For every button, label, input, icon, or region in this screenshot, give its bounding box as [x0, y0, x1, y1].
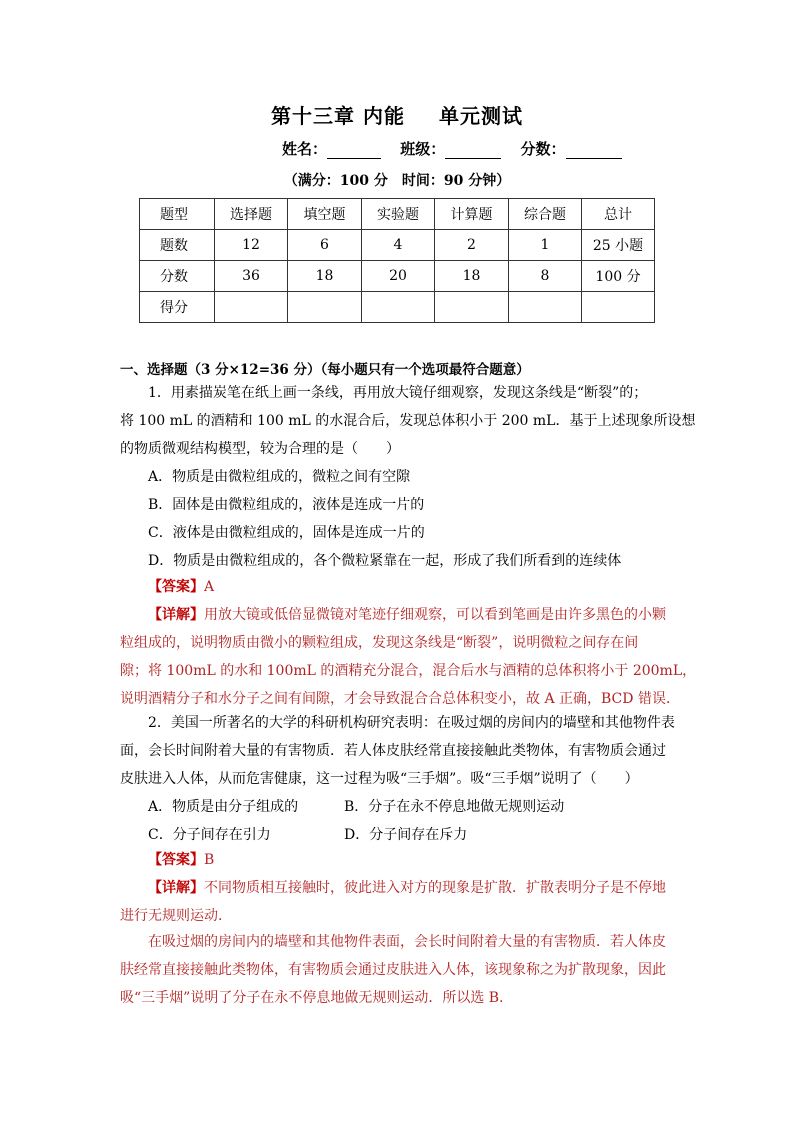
option-d[interactable]: D．分子间存在斥力 [344, 827, 468, 843]
score-entry-cell[interactable] [288, 292, 362, 323]
score-table-row [140, 292, 655, 323]
score-label: 分数： [520, 140, 566, 158]
table-cell: 4 [362, 230, 435, 261]
explanation-line: 在吸过烟的房间内的墙壁和其他物件表面，会长时间附着大量的有害物质．若人体皮 [148, 934, 666, 950]
score-table [139, 198, 655, 323]
table-cell: 12 [215, 230, 288, 261]
table-cell: 36 [215, 261, 288, 292]
option-c[interactable]: C．分子间存在引力 [148, 827, 271, 843]
answer-value: A [204, 579, 215, 595]
question-2-answer [120, 846, 708, 874]
question-1-detail [120, 601, 697, 713]
table-cell: 2 [435, 230, 509, 261]
option-a[interactable]: A．物质是由微粒组成的，微粒之间有空隙 [148, 469, 411, 485]
option-b[interactable]: B．固体是由微粒组成的，液体是连成一片的 [148, 497, 425, 513]
score-blank[interactable] [566, 142, 622, 159]
stem-line: 2．美国一所著名的大学的科研机构研究表明：在吸过烟的房间内的墙壁和其他物件表 [148, 715, 675, 731]
title-test: 单元测试 [438, 104, 523, 128]
question-1-answer [120, 573, 708, 601]
table-cell: 实验题 [362, 199, 435, 230]
student-info-row [282, 138, 622, 159]
option-d[interactable]: D．物质是由微粒组成的，各个微粒紧靠在一起，形成了我们所看到的连续体 [148, 553, 622, 569]
section-heading: 一、选择题（3 分×12=36 分）（每小题只有一个选项最符合题意） [120, 362, 530, 378]
detail-line: 不同物质相互接触时，彼此进入对方的现象是扩散．扩散表明分子是不停地 [204, 880, 666, 896]
score-entry-cell[interactable] [215, 292, 288, 323]
question-1-stem [120, 379, 696, 463]
table-cell: 得分 [140, 292, 215, 323]
answer-tag: 【答案】 [148, 852, 204, 868]
score-entry-cell[interactable] [362, 292, 435, 323]
score-table-row [140, 261, 655, 292]
question-2-stem [120, 709, 680, 793]
table-cell: 题数 [140, 230, 215, 261]
score-table-row [140, 230, 655, 261]
table-cell: 20 [362, 261, 435, 292]
table-cell: 18 [435, 261, 509, 292]
question-2-detail [120, 874, 680, 930]
table-cell: 分数 [140, 261, 215, 292]
table-cell: 25 小题 [582, 230, 655, 261]
table-cell: 18 [288, 261, 362, 292]
table-cell: 6 [288, 230, 362, 261]
name-label: 姓名： [282, 140, 328, 158]
option-b[interactable]: B．分子在永不停息地做无规则运动 [344, 799, 565, 815]
name-blank[interactable] [327, 142, 381, 159]
detail-line: 说明酒精分子和水分子之间有间隙，才会导致混合合总体积变小，故 A 正确，BCD 错误． [120, 691, 680, 707]
answer-value: B [204, 852, 215, 868]
score-entry-cell[interactable] [509, 292, 582, 323]
detail-tag: 【详解】 [148, 880, 204, 896]
question-1-options [120, 463, 708, 575]
stem-line: 将 100 mL 的酒精和 100 mL 的水混合后，发现总体积小于 200 mL．基于上述现象所设想 [120, 413, 696, 429]
table-cell: 1 [509, 230, 582, 261]
class-blank[interactable] [445, 142, 501, 159]
option-a[interactable]: A．物质是由分子组成的 [148, 799, 299, 815]
table-cell: 计算题 [435, 199, 509, 230]
question-2-explanation [120, 928, 680, 1012]
detail-line: 进行无规则运动. [120, 908, 223, 924]
page-title [0, 100, 794, 129]
score-entry-cell[interactable] [435, 292, 509, 323]
table-cell: 100 分 [582, 261, 655, 292]
detail-line: 隙；将 100mL 的水和 100mL 的酒精充分混合，混合后水与酒精的总体积将小于 200mL， [120, 663, 697, 679]
table-cell: 总计 [582, 199, 655, 230]
title-chapter: 第十三章 内能 [271, 104, 405, 128]
detail-line: 用放大镜或低倍显微镜对笔迹仔细观察，可以看到笔画是由许多黑色的小颗 [204, 607, 666, 623]
stem-line: 1．用素描炭笔在纸上画一条线，再用放大镜仔细观察，发现这条线是“断裂”的； [148, 385, 648, 401]
detail-line: 粒组成的，说明物质由微小的颗粒组成，发现这条线是“断裂”，说明微粒之间存在间 [120, 635, 639, 651]
class-label: 班级： [400, 140, 446, 158]
table-cell: 8 [509, 261, 582, 292]
stem-line: 皮肤进入人体，从而危害健康，这一过程为吸“三手烟”。吸“三手烟”说明了（ ） [120, 771, 639, 787]
exam-subtitle: （满分：100 分 时间：90 分钟） [283, 173, 511, 189]
table-cell: 题型 [140, 199, 215, 230]
score-entry-cell[interactable] [582, 292, 655, 323]
table-cell: 综合题 [509, 199, 582, 230]
table-cell: 选择题 [215, 199, 288, 230]
option-c[interactable]: C．液体是由微粒组成的，固体是连成一片的 [148, 525, 425, 541]
stem-line: 的物质微观结构模型，较为合理的是（ ） [120, 441, 400, 457]
answer-tag: 【答案】 [148, 579, 204, 595]
explanation-line: 吸“三手烟”说明了分子在永不停息地做无规则运动．所以选 B. [120, 990, 504, 1006]
score-table-row [140, 199, 655, 230]
explanation-line: 肤经常直接接触此类物体，有害物质会通过皮肤进入人体，该现象称之为扩散现象，因此 [120, 962, 666, 978]
stem-line: 面，会长时间附着大量的有害物质．若人体皮肤经常直接接触此类物体，有害物质会通过 [120, 743, 666, 759]
detail-tag: 【详解】 [148, 607, 204, 623]
table-cell: 填空题 [288, 199, 362, 230]
